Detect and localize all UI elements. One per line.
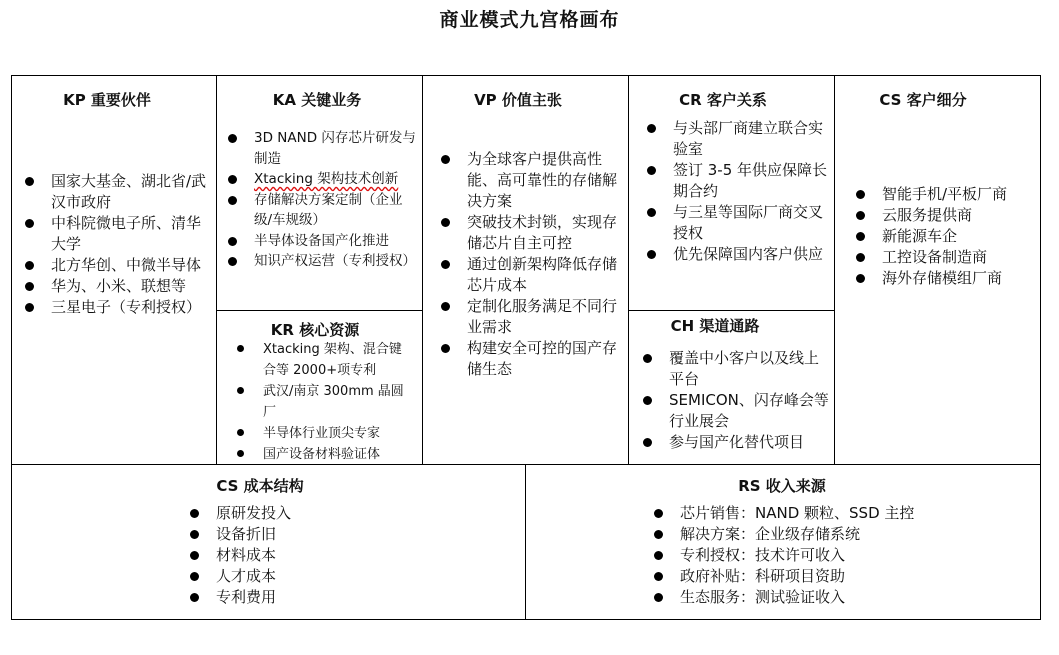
bullet-icon [441,302,450,311]
ch-header: CH 渠道通路 [670,317,760,335]
bullet-icon [441,260,450,269]
list-item: 智能手机/平板厂商 [882,184,1037,205]
bullet-icon [237,387,244,394]
list-item: 半导体设备国产化推进 [254,231,416,252]
list-item: Xtacking 架构、混合键合等 2000+项专利 [263,339,411,381]
bullet-icon [441,218,450,227]
list-item: 参与国产化替代项目 [669,432,831,453]
bullet-icon [441,155,450,164]
bullet-icon [25,282,34,291]
list-item: 与三星等国际厂商交叉授权 [673,202,831,244]
list-item: 优先保障国内客户供应 [673,244,831,265]
business-model-canvas [11,75,1041,620]
list-item: 定制化服务满足不同行业需求 [467,296,617,338]
list-item: 中科院微电子所、清华大学 [51,213,211,255]
cr-list [673,118,831,265]
kr-cell [216,310,423,465]
bullet-icon [647,166,656,175]
bullet-icon [190,509,199,518]
kp-cell [12,76,217,464]
list-item: SEMICON、闪存峰会等行业展会 [669,390,831,432]
cr-cell [628,76,835,311]
list-item: 覆盖中小客户以及线上平台 [669,348,831,390]
bullet-icon [643,396,652,405]
bullet-icon [237,345,244,352]
rs-header: RS 收入来源 [738,477,826,495]
cs-list [882,184,1037,289]
ka-header: KA 关键业务 [272,91,362,109]
list-item: 构建安全可控的国产存储生态 [467,338,617,380]
bullet-icon [228,134,237,143]
ch-cell [628,310,835,465]
bullet-icon [647,250,656,259]
cost-cell [12,464,526,620]
cr-header: CR 客户关系 [679,91,767,109]
bullet-icon [228,257,237,266]
bullet-icon [654,551,663,560]
bullet-icon [25,219,34,228]
list-item: 政府补贴：科研项目资助 [680,566,980,587]
list-item: 突破技术封锁，实现存储芯片自主可控 [467,212,617,254]
list-item: 国家大基金、湖北省/武汉市政府 [51,171,211,213]
list-item: 武汉/南京 300mm 晶圆厂 [263,381,411,423]
bullet-icon [647,124,656,133]
bullet-icon [25,261,34,270]
list-item: 存储解决方案定制（企业级/车规级） [254,190,416,231]
bullet-icon [25,177,34,186]
bullet-icon [228,237,237,246]
list-item: 知识产权运营（专利授权） [254,251,416,272]
kr-header: KR 核心资源 [270,321,360,339]
kr-list [263,339,411,465]
list-item: 芯片销售：NAND 颗粒、SSD 主控 [680,503,980,524]
bullet-icon [228,196,237,205]
list-item: 签订 3-5 年供应保障长期合约 [673,160,831,202]
list-item: 设备折旧 [216,524,416,545]
list-item: 云服务提供商 [882,205,1037,226]
list-item: 材料成本 [216,545,416,566]
list-item: 华为、小米、联想等 [51,276,211,297]
bullet-icon [190,530,199,539]
bullet-icon [856,232,865,241]
bullet-icon [856,190,865,199]
bullet-icon [654,572,663,581]
rs-cell [525,464,1040,620]
cs-cell [834,76,1040,465]
bullet-icon [654,593,663,602]
bullet-icon [654,509,663,518]
ka-list [254,128,416,272]
kp-header: KP 重要伙伴 [63,91,151,109]
ch-list [669,348,831,453]
vp-header: VP 价值主张 [474,91,562,109]
bullet-icon [228,175,237,184]
bullet-icon [856,274,865,283]
list-item: 北方华创、中微半导体 [51,255,211,276]
list-item: 生态服务：测试验证收入 [680,587,980,608]
list-item: 工控设备制造商 [882,247,1037,268]
bullet-icon [237,450,244,457]
list-item: 国产设备材料验证体 [263,444,411,465]
bullet-icon [856,253,865,262]
bullet-icon [647,208,656,217]
bullet-icon [190,593,199,602]
bullet-icon [856,211,865,220]
bullet-icon [643,354,652,363]
list-item: 人才成本 [216,566,416,587]
bullet-icon [643,438,652,447]
vp-list [467,149,617,380]
list-item: 为全球客户提供高性能、高可靠性的存储解决方案 [467,149,617,212]
bullet-icon [654,530,663,539]
cost-header: CS 成本结构 [216,477,304,495]
list-item: 半导体行业顶尖专家 [263,423,411,444]
canvas-title: 商业模式九宫格画布 [439,9,620,31]
list-item: 通过创新架构降低存储芯片成本 [467,254,617,296]
bullet-icon [237,429,244,436]
list-item: 专利费用 [216,587,416,608]
list-item: 3D NAND 闪存芯片研发与制造 [254,128,416,169]
list-item: 海外存储模组厂商 [882,268,1037,289]
list-item: 新能源车企 [882,226,1037,247]
list-item: 与头部厂商建立联合实验室 [673,118,831,160]
ka-cell [216,76,423,311]
bullet-icon [190,572,199,581]
list-item: Xtacking 架构技术创新 [254,169,416,190]
rs-list [680,503,980,608]
list-item: 专利授权：技术许可收入 [680,545,980,566]
list-item: 原研发投入 [216,503,416,524]
list-item: 三星电子（专利授权） [51,297,211,318]
cs-header: CS 客户细分 [879,91,967,109]
vp-cell [422,76,629,465]
cost-list [216,503,416,608]
bullet-icon [441,344,450,353]
bullet-icon [190,551,199,560]
list-item: 解决方案：企业级存储系统 [680,524,980,545]
bullet-icon [25,303,34,312]
kp-list [51,171,211,318]
